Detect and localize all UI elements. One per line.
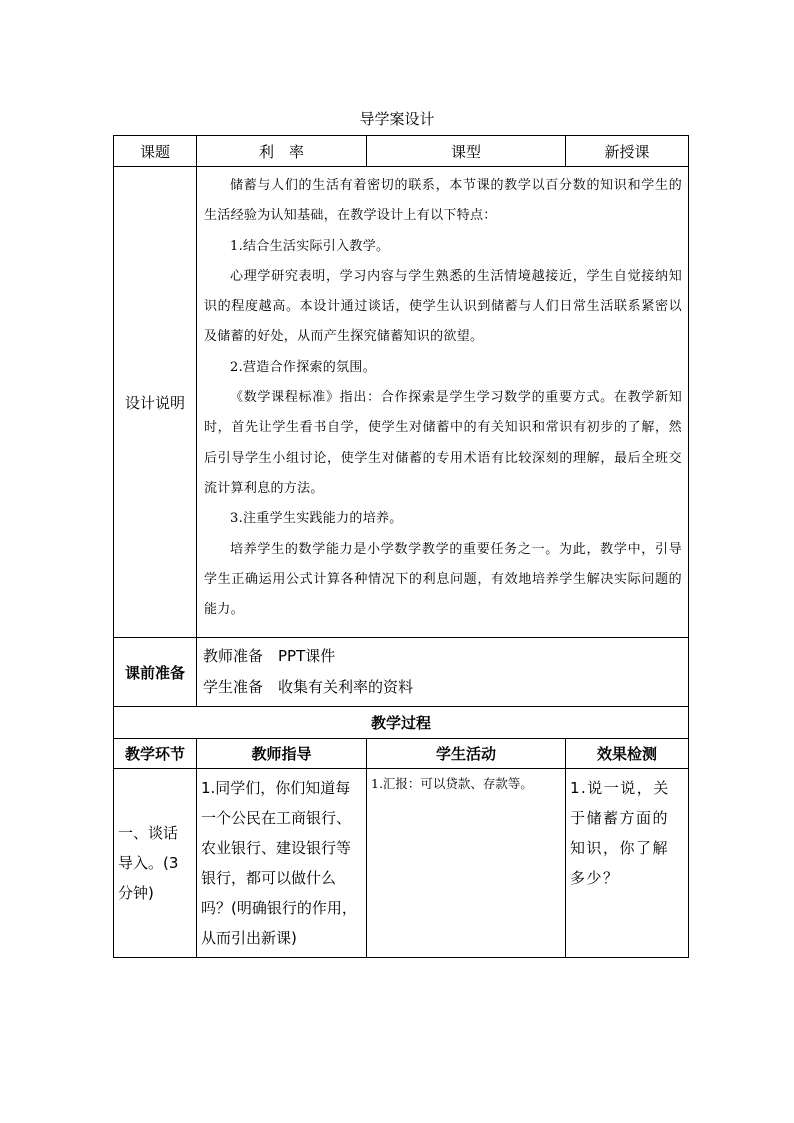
column-header-teacher: 教师指导 xyxy=(197,739,367,769)
design-paragraph: 储蓄与人们的生活有着密切的联系，本节课的教学以百分数的知识和学生的生活经验为认知基础，在教学设计上有以下特点： xyxy=(204,178,682,224)
document-title: 导学案设计 xyxy=(359,110,435,128)
prep-row xyxy=(114,638,689,707)
column-header-stage: 教学环节 xyxy=(114,739,197,769)
type-label: 课型 xyxy=(367,136,566,167)
process-header-row xyxy=(114,739,689,769)
student-prep: 学生准备 收集有关利率的资料 xyxy=(203,678,414,696)
column-header-check: 效果检测 xyxy=(566,739,689,769)
topic-label: 课题 xyxy=(114,136,197,167)
design-paragraph: 1.结合生活实际引入教学。 xyxy=(230,238,390,254)
teacher-guidance-cell: 1.同学们，你们知道每一个公民在工商银行、农业银行、建设银行等银行，都可以做什么吗？(明确银行的作用，从而引出新课) xyxy=(197,769,367,958)
lesson-plan-table xyxy=(113,135,689,958)
header-row xyxy=(114,136,689,167)
design-paragraph: 培养学生的数学能力是小学数学教学的重要任务之一。为此，教学中，引导学生正确运用公式计算各种情况下的利息问题，有效地培养学生解决实际问题的能力。 xyxy=(204,541,682,618)
design-content xyxy=(197,167,689,638)
type-value: 新授课 xyxy=(566,136,689,167)
effect-check-cell: 1.说一说，关于储蓄方面的知识，你了解多少？ xyxy=(566,769,689,958)
stage-cell: 一、谈话导入。(3分钟) xyxy=(114,769,197,958)
teacher-prep: 教师准备 PPT课件 xyxy=(203,647,336,665)
design-label: 设计说明 xyxy=(114,167,197,638)
student-activity-cell: 1.汇报：可以贷款、存款等。 xyxy=(367,769,566,958)
design-paragraph: 心理学研究表明，学习内容与学生熟悉的生活情境越接近，学生自觉接纳知识的程度越高。本设计通过谈话，使学生认识到储蓄与人们日常生活联系紧密以及储蓄的好处，从而产生探究储蓄知识的欲望。 xyxy=(204,268,682,345)
design-paragraph: 3.注重学生实践能力的培养。 xyxy=(230,511,403,527)
prep-content xyxy=(197,638,689,707)
process-row xyxy=(114,769,689,958)
design-paragraph: 《数学课程标准》指出：合作探索是学生学习数学的重要方式。在教学新知时，首先让学生看书自学，使学生对储蓄中的有关知识和常识有初步的了解，然后引导学生小组讨论，使学生对储蓄的专用术语有比较深刻的理解，最后全班交流计算利息的方法。 xyxy=(204,390,682,496)
design-paragraph: 2.营造合作探索的氛围。 xyxy=(230,359,377,375)
design-row xyxy=(114,167,689,638)
process-title: 教学过程 xyxy=(114,707,689,739)
process-title-row xyxy=(114,707,689,739)
topic-value: 利 率 xyxy=(197,136,367,167)
column-header-student: 学生活动 xyxy=(367,739,566,769)
prep-label: 课前准备 xyxy=(114,638,197,707)
